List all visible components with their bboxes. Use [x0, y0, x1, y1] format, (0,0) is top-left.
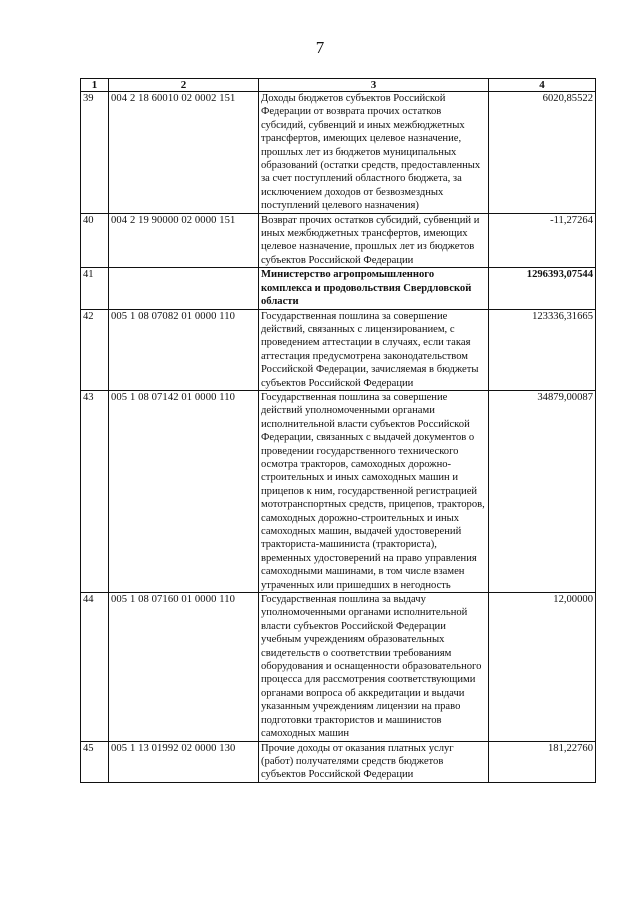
revenue-amount: 6020,85522	[489, 92, 596, 214]
revenue-description: Доходы бюджетов субъектов Российской Федерации от возврата прочих остатков субсидий, субвенций и иных межбюджетных трансфертов, имеющих целевое назначение, прошлых лет из бюджетов муниципальных образований (остатки средств, предоставленных за счет поступлений областного бюджета, за исключением доходов от безвозмездных поступлений целевого назначения)	[259, 92, 489, 214]
revenue-description: Прочие доходы от оказания платных услуг (работ) получателями средств бюджетов субъектов Российской Федерации	[259, 741, 489, 782]
budget-code	[109, 268, 259, 309]
revenue-description: Государственная пошлина за совершение действий, связанных с лицензированием, с проведением аттестации в случаях, если такая аттестация предусмотрена законодательством Российской Федерации, зачисляемая в бюджеты субъектов Российской Федерации	[259, 309, 489, 390]
row-number: 44	[81, 593, 109, 741]
revenue-description: Государственная пошлина за совершение действий уполномоченными органами исполнительной власти субъектов Российской Федерации, связанных с выдачей документов о проведении государственного технического осмотра тракторов, самоходных дорожно-строительных и иных самоходных машин и прицепов к ним, государственной регистрацией мототранспортных средств, прицепов, тракторов, самоходных дорожно-строительных и иных самоходных машин, выдачей удостоверений тракториста-машиниста (тракториста), временных удостоверений на право управления самоходными машинами, в том числе взамен утраченных или пришедших в негодность	[259, 390, 489, 592]
ministry-total-amount: 1296393,07544	[489, 268, 596, 309]
row-number: 41	[81, 268, 109, 309]
table-row	[81, 390, 596, 592]
page-number: 7	[315, 38, 325, 57]
table-row	[81, 92, 596, 214]
row-number: 43	[81, 390, 109, 592]
table-header-row	[81, 79, 596, 92]
row-number: 45	[81, 741, 109, 782]
revenue-description: Возврат прочих остатков субсидий, субвенций и иных межбюджетных трансфертов, имеющих целевое назначение, прошлых лет из бюджетов субъектов Российской Федерации	[259, 213, 489, 268]
budget-code: 005 1 13 01992 02 0000 130	[109, 741, 259, 782]
revenue-amount: -11,27264	[489, 213, 596, 268]
column-header-4: 4	[489, 79, 596, 92]
budget-revenue-table	[80, 78, 596, 783]
column-header-1: 1	[81, 79, 109, 92]
table-row	[81, 593, 596, 741]
row-number: 39	[81, 92, 109, 214]
revenue-amount: 34879,00087	[489, 390, 596, 592]
revenue-amount: 181,22760	[489, 741, 596, 782]
ministry-name: Министерство агропромышленного комплекса и продовольствия Свердловской области	[259, 268, 489, 309]
budget-code: 004 2 18 60010 02 0002 151	[109, 92, 259, 214]
budget-code: 005 1 08 07082 01 0000 110	[109, 309, 259, 390]
table-row-ministry-heading	[81, 268, 596, 309]
table-row	[81, 741, 596, 782]
budget-code: 004 2 19 90000 02 0000 151	[109, 213, 259, 268]
column-header-3: 3	[259, 79, 489, 92]
budget-code: 005 1 08 07142 01 0000 110	[109, 390, 259, 592]
table-row	[81, 309, 596, 390]
table-row	[81, 213, 596, 268]
column-header-2: 2	[109, 79, 259, 92]
row-number: 40	[81, 213, 109, 268]
revenue-description: Государственная пошлина за выдачу уполномоченными органами исполнительной власти субъектов Российской Федерации учебным учреждениям образовательных свидетельств о соответствии требованиям оборудования и оснащенности образовательного процесса для рассмотрения соответствующими органами вопроса об аккредитации и выдачи указанным учреждениям лицензии на право подготовки трактористов и машинистов самоходных машин	[259, 593, 489, 741]
revenue-amount: 12,00000	[489, 593, 596, 741]
row-number: 42	[81, 309, 109, 390]
budget-code: 005 1 08 07160 01 0000 110	[109, 593, 259, 741]
revenue-amount: 123336,31665	[489, 309, 596, 390]
